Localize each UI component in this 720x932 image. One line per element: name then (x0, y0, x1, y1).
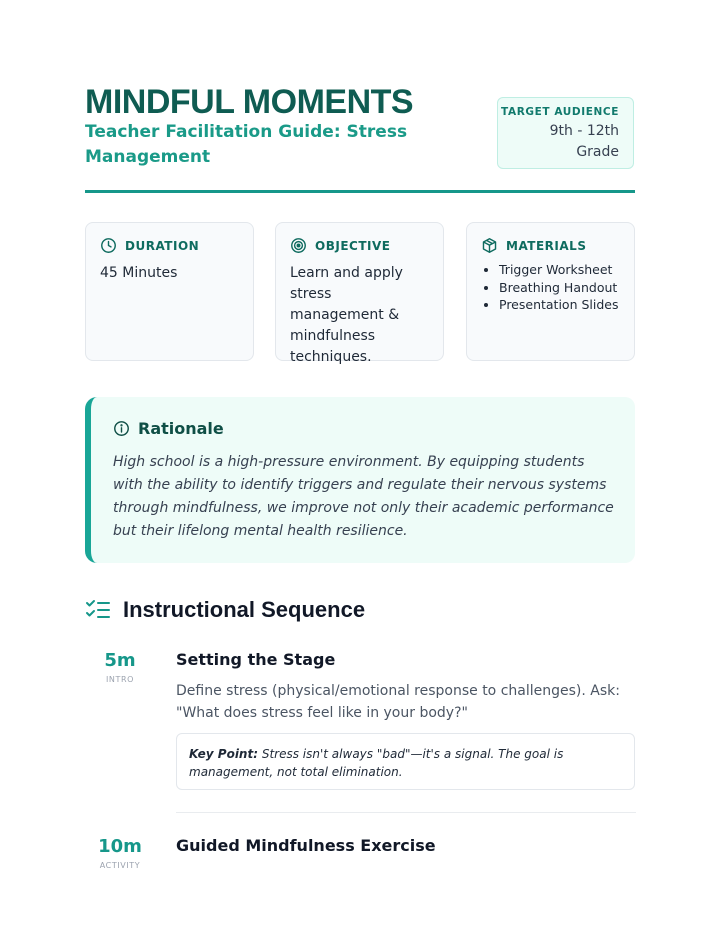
audience-value-line2: Grade (576, 144, 619, 160)
step-divider (176, 812, 636, 813)
sequence-title: Instructional Sequence (123, 597, 366, 622)
objective-text: Learn and apply stress management & mindfulness techniques. (290, 265, 403, 365)
step-title: Guided Mindfulness Exercise (176, 836, 436, 855)
step-duration (85, 836, 155, 870)
sequence-heading (85, 597, 365, 623)
rationale-text: High school is a high-pressure environment. By equipping students with the ability to identify triggers and regulate their nervous systems through mindfulness, we improve not only their academic performance but their lifelong mental health resilience. (113, 454, 614, 539)
guide-subtitle: Teacher Facilitation Guide: Stress Management (85, 122, 408, 167)
audience-label: TARGET AUDIENCE (501, 106, 619, 118)
checklist-icon (85, 598, 111, 622)
box-icon (481, 237, 498, 254)
info-icon (113, 420, 130, 437)
duration-card (85, 222, 254, 361)
rationale-title: Rationale (138, 419, 224, 438)
step-duration (85, 650, 155, 684)
step-time: 5m (104, 650, 136, 671)
objective-card (275, 222, 444, 365)
materials-item: • Presentation Slides (499, 296, 620, 314)
key-point-label: Key Point: (189, 747, 259, 761)
header-divider (85, 190, 635, 193)
target-icon (290, 237, 307, 254)
step-title: Setting the Stage (176, 650, 336, 669)
clock-icon (100, 237, 117, 254)
materials-item: • Breathing Handout (499, 279, 620, 297)
rationale-panel (85, 397, 635, 563)
target-audience-badge (497, 97, 634, 169)
step-tag: ACTIVITY (99, 861, 141, 870)
materials-item: • Trigger Worksheet (499, 261, 620, 279)
materials-card (466, 222, 635, 361)
step-description: Define stress (physical/emotional response to challenges). Ask: "What does stress feel like in your body?" (176, 683, 620, 721)
materials-list (481, 261, 620, 314)
brand-title: MINDFUL MOMENTS (85, 83, 414, 121)
objective-title: OBJECTIVE (315, 238, 391, 253)
audience-value-line1: 9th - 12th (549, 123, 619, 139)
duration-value: 45 Minutes (100, 265, 178, 281)
key-point-text: Stress isn't always "bad"—it's a signal. The goal is management, not total elimination. (189, 747, 564, 779)
step-tag: INTRO (105, 675, 135, 684)
key-point-box (176, 733, 635, 790)
duration-title: DURATION (125, 238, 200, 253)
step-time: 10m (98, 836, 142, 857)
materials-title: MATERIALS (506, 238, 587, 253)
